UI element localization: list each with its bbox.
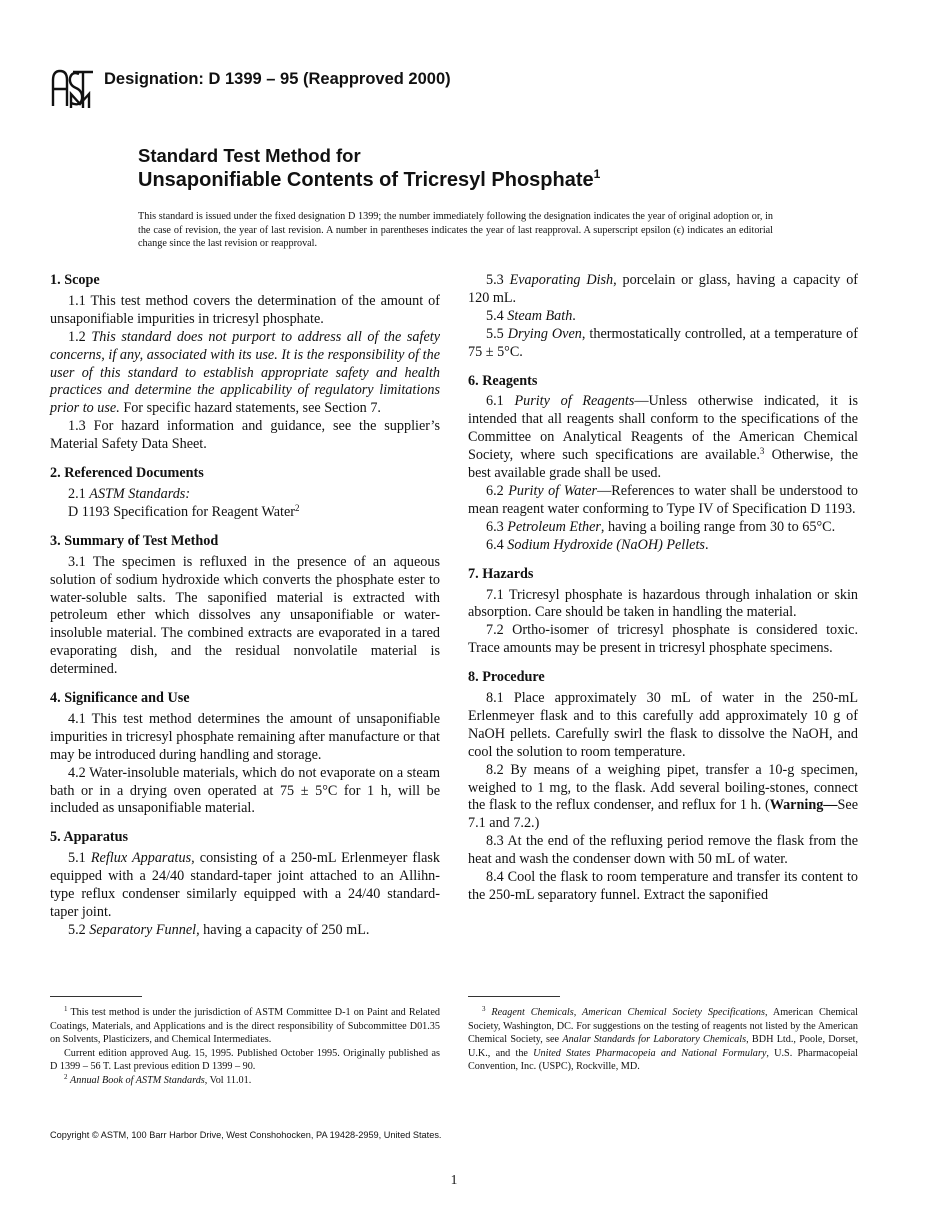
title-line-2 [138,167,778,193]
para-text: , porcelain or glass, having a capacity of 120 mL. [468,272,859,306]
title-footnote-mark: 1 [593,167,601,181]
paragraph: 7.1 Tricresyl phosphate is hazardous through inhalation or skin absorption. Care should be taken in handling the material. [468,586,858,621]
italic-text: Steam Bath [507,307,573,324]
italic-text: Reflux Apparatus [90,850,192,867]
footnote-mark: 1 [64,1005,68,1013]
logo-text: ASTM [49,66,52,67]
astm-logo [49,66,95,112]
italic-text: Purity of Water [508,482,598,499]
footnote-text: , BDH Ltd., Poole, Dorset, U.K., and the [468,1034,858,1059]
italic-text: Evaporating Dish [509,272,614,288]
title-block [138,145,778,193]
paragraph: 7.2 Ortho-isomer of tricresyl phosphate is considered toxic. Trace amounts may be present in tricresyl phosphate specimens. [468,622,858,657]
paragraph: 4.2 Water-insoluble materials, which do not evaporate on a steam bath or in a drying oven operated at 75 ± 5°C for 1 h, will be included as unsaponifiable material. [50,764,440,817]
footnotes-right [468,1006,858,1074]
para-number: 5.4 [486,307,508,324]
footnote: Current edition approved Aug. 15, 1995. Published October 1995. Originally published as D 1399 – 56 T. Last previous edition D 1399 – 90. [50,1047,440,1073]
footnote-rule-right [468,996,560,997]
para-text: , thermostatically controlled, at a temperature of 75 ± 5°C. [468,325,858,360]
paragraph: 4.1 This test method determines the amount of unsaponifiable impurities in tricresyl phosphate remaining after manufacture or that may be introduced during handling and storage. [50,710,440,763]
italic-text: Purity of Reagents [514,393,635,410]
footnote [50,1006,440,1047]
footnote-text: , Vol 11.01. [204,1074,252,1086]
para-text: , having a boiling range from 30 to 65°C. [600,518,836,535]
left-column [50,272,440,940]
footnote-mark: 2 [64,1072,68,1081]
italic-text: United States Pharmacopeia and National Formulary [533,1047,767,1059]
para-number: 6.1 [486,393,515,410]
footnote-mark: 2 [294,502,300,513]
para-text: See 7.1 and 7.2.) [468,797,858,832]
paragraph [50,922,440,940]
paragraph: 8.4 Cool the flask to room temperature and transfer its content to the 250-mL separatory funnel. Extract the saponified [468,869,858,903]
para-number: 1.2 [68,328,92,345]
para-text: , having a capacity of 250 mL. [196,921,370,938]
section-heading: 4. Significance and Use [50,690,190,707]
italic-text: This standard does not purport to address all of the safety concerns, if any, associated with its use. It is the responsibility of the user of this standard to establish appropriate safety and health practices and determine the applicability of regulatory limitations prior to use. [50,328,440,417]
footnotes-left [50,1006,440,1088]
section-heading: 5. Apparatus [50,829,129,846]
para-text: For specific hazard statements, see Section 7. [119,400,381,417]
paragraph: 3.1 The specimen is refluxed in the presence of an aqueous solution of sodium hydroxide which converts the phosphate ester to water-soluble salts. The saponified material is extracted with petroleum ether which dissolves any unsaponifiable or water-insoluble material. The combined extracts are evaporated in a tared evaporating dish, and the residual nonvolatile material is determined. [50,553,440,678]
italic-text: ASTM Standards: [89,485,191,502]
paragraph: 1.3 For hazard information and guidance, see the supplier’s Material Safety Data Sheet. [50,418,440,453]
para-number: 5.2 [68,921,90,938]
para-number: 5.1 [68,850,91,867]
para-text: Otherwise, the best available grade shall be used. [468,447,858,482]
italic-text: Annual Book of ASTM Standards [70,1074,205,1086]
footnote-text: , U.S. Pharmacopeial Convention, Inc. (USPC), Rockville, MD. [468,1047,858,1073]
paragraph [468,537,858,555]
para-number: 6.2 [486,482,509,499]
paragraph: 8.1 Place approximately 30 mL of water in the 250-mL Erlenmeyer flask and to this carefully add approximately 10 g of NaOH pellets. Carefully swirl the flask to dissolve the NaOH, and cool the solution to room temperature. [468,690,858,760]
footnote-rule-left [50,996,142,997]
para-text: —References to water shall be understood to mean reagent water conforming to Type IV of Specification D 1193. [468,482,859,517]
para-text: 8.2 By means of a weighing pipet, transfer a 10-g specimen, weighed to 1 mg, to the flask. Add several boiling-stones, connect the flask to the reflux condenser, and reflux for 1 h. ( [468,761,858,814]
paragraph [468,326,858,362]
paragraph [50,486,440,504]
paragraph [468,393,858,483]
para-number: 2.1 [68,485,90,502]
paragraph [468,483,858,519]
footnote-mark: 3 [759,446,765,457]
section-heading: 3. Summary of Test Method [50,532,219,549]
para-number: 5.5 [486,325,508,342]
warning-text: Warning— [769,797,838,814]
section-heading: 7. Hazards [468,565,534,582]
paragraph [468,762,858,834]
italic-text: Analar Standards for Laboratory Chemicals [562,1034,747,1046]
section-heading: 8. Procedure [468,669,545,686]
page-number: 1 [450,1172,458,1187]
para-text: . [572,307,576,324]
title-line-1: Standard Test Method for [138,145,361,166]
para-text: . [704,536,709,553]
footnote-text: , American Chemical Society, Washington, DC. For suggestions on the testing of reagents not listed by the American Chemical Society, see [468,1007,859,1046]
reference-text: D 1193 Specification for Reagent Water [68,503,295,520]
para-text: , consisting of a 250-mL Erlenmeyer flask equipped with a 24/40 standard-taper joint attached to an Allihn-type reflux condenser similarly equipped with a 24/40 standard-taper joint. [50,850,441,920]
paragraph: 1.1 This test method covers the determination of the amount of unsaponifiable impurities in tricresyl phosphate. [50,292,440,327]
italic-text: Reagent Chemicals, American Chemical Society Specifications [491,1007,765,1018]
italic-text: Drying Oven [507,325,582,342]
italic-text: Sodium Hydroxide (NaOH) Pellets [507,536,705,553]
footnote [468,1006,858,1074]
footnote [50,1074,440,1088]
para-number: 5.3 [486,272,510,288]
footnote-mark: 3 [482,1005,486,1013]
paragraph [50,850,440,922]
footnote-text: This test method is under the jurisdiction of ASTM Committee D-1 on Paint and Related Coatings, Materials, and Applications and is the direct responsibility of Subcommittee D01.35 on Solvents, Plasticizers, and Chemical Intermediates. [50,1007,440,1046]
copyright-line: Copyright © ASTM, 100 Barr Harbor Drive, West Conshohocken, PA 19428-2959, United States. [50,1130,442,1140]
italic-text: Petroleum Ether [507,518,601,535]
paragraph: 8.3 At the end of the refluxing period remove the flask from the heat and wash the condenser down with 50 mL of water. [468,833,858,868]
paragraph [468,308,858,326]
paragraph [468,519,858,537]
paragraph [468,272,858,308]
italic-text: Separatory Funnel [89,921,197,938]
designation: Designation: D 1399 – 95 (Reapproved 2000) [104,70,451,88]
intro-note: This standard is issued under the fixed designation D 1399; the number immediately following the designation indicates the year of original adoption or, in the case of revision, the year of last revision. A number in parentheses indicates the year of last reapproval. A superscript epsilon (ϵ) indicates an editorial change since the last revision or reapproval. [138,211,773,249]
right-column [468,272,858,905]
para-text: —Unless otherwise indicated, it is intended that all reagents shall conform to the specifications of the Committee on Analytical Reagents of the American Chemical Society, where such specifications are available. [468,393,858,464]
title-main: Unsaponifiable Contents of Tricresyl Phosphate [138,169,594,191]
para-number: 6.4 [486,536,508,553]
section-heading: 1. Scope [50,272,100,288]
reference-entry [50,504,440,522]
section-heading: 2. Referenced Documents [50,465,204,482]
para-number: 6.3 [486,518,508,535]
paragraph [50,329,440,419]
section-heading: 6. Reagents [468,372,538,389]
